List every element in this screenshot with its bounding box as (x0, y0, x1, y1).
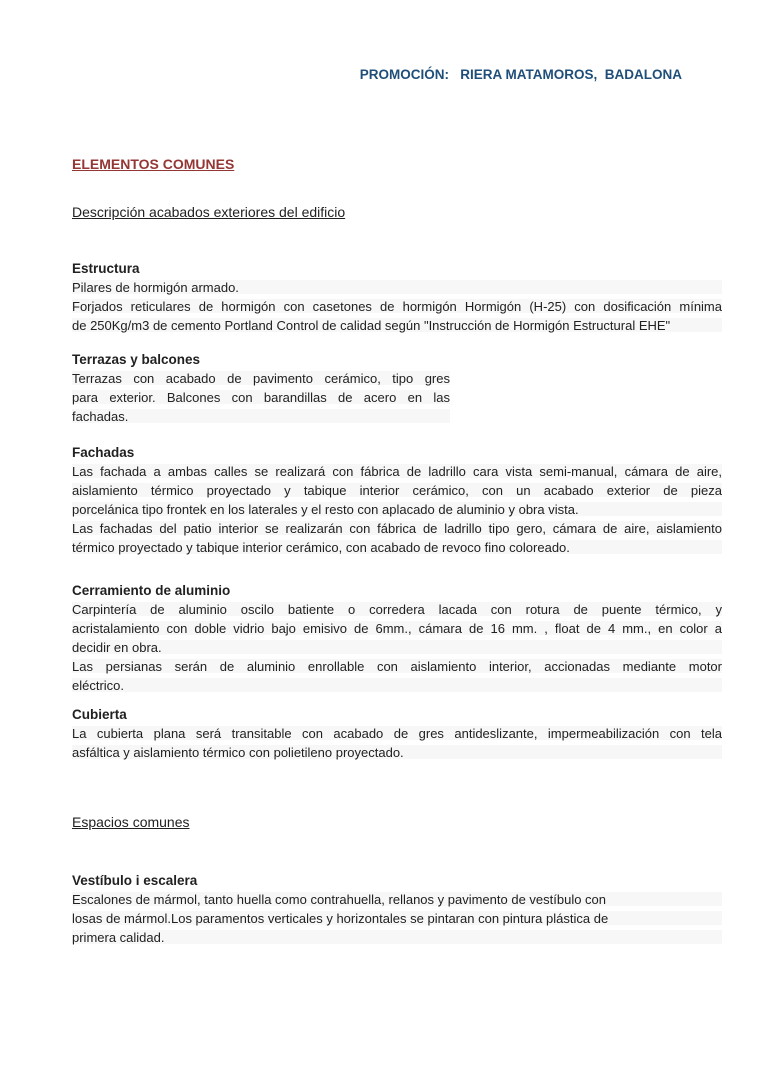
section-heading-fachadas: Fachadas (72, 445, 135, 460)
text-line: eléctrico. (72, 676, 722, 695)
section-cubierta (72, 705, 722, 762)
doc-subtitle-espacios: Espacios comunes (72, 814, 190, 830)
text-line: fachadas. (72, 407, 450, 426)
doc-title: ELEMENTOS COMUNES (72, 156, 235, 172)
text-line: Las fachadas del patio interior se realizarán con fábrica de ladrillo tipo gero, cámara de aire, aislamiento (72, 521, 722, 536)
text-line: decidir en obra. (72, 638, 722, 657)
promo-header (72, 0, 722, 103)
paragraph (72, 278, 722, 297)
section-heading-cubierta: Cubierta (72, 707, 127, 722)
text-line: térmico proyectado y tabique interior cerámico, con acabado de revoco fino coloreado. (72, 538, 722, 557)
paragraph (72, 462, 722, 519)
text-line: Las persianas serán de aluminio enrollable con aislamiento interior, accionadas mediante motor (72, 659, 722, 674)
section-fachadas (72, 443, 722, 557)
section-heading-terrazas: Terrazas y balcones (72, 352, 201, 367)
text-line: asfáltica y aislamiento térmico con polietileno proyectado. (72, 743, 722, 762)
text-line: La cubierta plana será transitable con acabado de gres antideslizante, impermeabilización con tela (72, 726, 722, 741)
promo-header-text: PROMOCIÓN: RIERA MATAMOROS, BADALONA (359, 67, 682, 82)
section-terrazas (72, 350, 722, 426)
section-heading-vestibulo: Vestíbulo i escalera (72, 873, 198, 888)
paragraph (72, 600, 722, 657)
text-line: Escalones de mármol, tanto huella como contrahuella, rellanos y pavimento de vestíbulo con (72, 890, 722, 909)
text-line: para exterior. Balcones con barandillas de acero en las (72, 390, 450, 405)
text-line: porcelánica tipo frontek en los laterales y el resto con aplacado de aluminio y obra vista. (72, 500, 722, 519)
paragraph (72, 519, 722, 557)
text-line: Forjados reticulares de hormigón con casetones de hormigón Hormigón (H-25) con dosificación mínima (72, 299, 722, 314)
section-estructura (72, 259, 722, 335)
section-vestibulo (72, 871, 722, 947)
text-line: Pilares de hormigón armado. (72, 278, 722, 297)
text-line: Las fachada a ambas calles se realizará con fábrica de ladrillo cara vista semi-manual, cámara de aire, (72, 464, 722, 479)
text-line: Terrazas con acabado de pavimento cerámico, tipo gres (72, 371, 450, 386)
text-line: losas de mármol.Los paramentos verticales y horizontales se pintaran con pintura plástica de (72, 909, 722, 928)
paragraph (72, 369, 450, 426)
section-heading-estructura: Estructura (72, 261, 140, 276)
paragraph (72, 297, 722, 335)
section-cerramiento (72, 581, 722, 695)
paragraph (72, 657, 722, 695)
text-line: primera calidad. (72, 928, 722, 947)
text-line: acristalamiento con doble vidrio bajo emisivo de 6mm., cámara de 16 mm. , float de 4 mm., en color a (72, 621, 722, 636)
paragraph (72, 890, 722, 947)
paragraph (72, 724, 722, 762)
text-line: de 250Kg/m3 de cemento Portland Control de calidad según "Instrucción de Hormigón Estructural EHE" (72, 316, 722, 335)
doc-subtitle-exteriores: Descripción acabados exteriores del edificio (72, 204, 346, 220)
text-line: aislamiento térmico proyectado y tabique interior cerámico, con un acabado exterior de pieza (72, 483, 722, 498)
text-line: Carpintería de aluminio oscilo batiente o corredera lacada con rotura de puente térmico, y (72, 602, 722, 617)
section-heading-cerramiento: Cerramiento de aluminio (72, 583, 231, 598)
